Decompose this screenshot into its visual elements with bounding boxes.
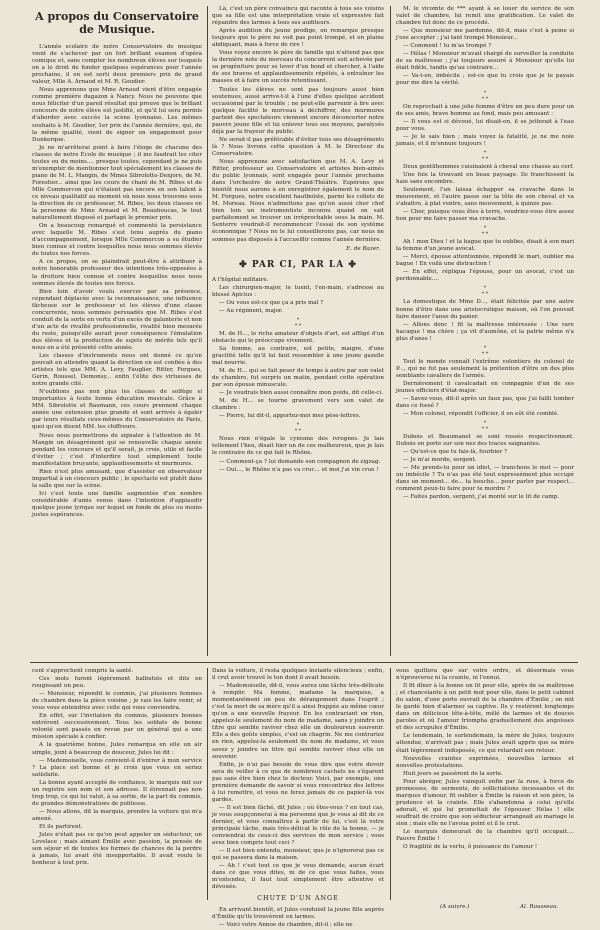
paragraph: Huit jours se passèrent de la sorte. bbox=[403, 770, 503, 777]
paragraph: Là, c'est un père convaincu qui raconte à tous ses voisins que sa fille est une interprétation vraie et expressive fait répandre des larmes à tous ses auditeurs. bbox=[212, 6, 384, 27]
column-divider bbox=[390, 668, 391, 900]
paragraph: Le marquis demeurait de la chambre qu'il occupait.... Pauvre Émilie ! bbox=[396, 829, 574, 843]
separator-stars: * * * bbox=[481, 285, 489, 298]
paragraph: Rien n'est plus amusant, que d'assister en observateur impartial à un concours public ; le spectacle est plutôt dans la salle que sur la scène. bbox=[32, 468, 202, 489]
paragraph: L'année scolaire de notre Conservatoire de musique vient de s'achever par un fort brillant examen d'opéra comique et, sans compter les nombreux élèves sur lesquels on a le droit de fonder quelques espérances pour l'année prochaine, il en est sorti deux premiers prix de grand valeur, Mlle A. Arnaud et M. R. Goudier. bbox=[32, 44, 202, 86]
paragraph: — Voici votre Annoe de chambre, dit-il ; elle ne bbox=[219, 921, 353, 928]
paragraph: — Il est bien entendu, monsieur, que je n'ignorerai pas ce qui se passera dans la maison. bbox=[212, 848, 384, 862]
paragraph: — Ou vous est-ce que ça a pris mal ? bbox=[219, 299, 324, 306]
paragraph: — Mon colonel, répondit l'officier, il en eût été comblé. bbox=[403, 411, 559, 418]
paragraph: O fragilité de la vertu, ô puissance de l'amour ! bbox=[403, 844, 538, 851]
upper-column-1 bbox=[32, 6, 202, 520]
paragraph: Tout le monde connaît l'extrême volontiers du colonel de P..., qui ne fut pas seulement la prétention d'être un des plus semblants cavaliers de l'armée. bbox=[396, 358, 574, 379]
paragraph: Ah ! mon Dieu ! et la bague que tu oublies, disait à son mari la femme d'un jeune avocat. bbox=[396, 239, 574, 253]
paragraph: Nouvelles craintes exprimées, nouvelles larmes et nouvelles protestations. bbox=[396, 755, 574, 769]
paragraph: Ne serait-il pas préférable d'éviter tous ses désagréments là ? Nous livrons cette question à M. le Directeur du Conservatoire. bbox=[212, 136, 384, 157]
paragraph: — Savez-vous, dit-il après un faux pas, que j'ai failli tomber dans ce fossé ? bbox=[396, 395, 574, 410]
paragraph: — Comment-ça ? lui demande son compagnon de zigzag. bbox=[219, 458, 381, 465]
paragraph: Pour abréger, Jules vainquit enfin par la ruse, à force de promesses, de serments, de sollicitations incessantes et de marques d'amour, fit oublier à Émilie la raison et son père, la prudence et la crainte. Elle s'abandonna à celui qu'elle adorait, et qui lui promettait de l'épouser. Hélas ! elle souffrait de croire que son séducteur arrangeait au mariage le sien ; mais elle ne l'avoua point et il le crut. bbox=[396, 778, 574, 827]
paragraph: — Comment ! tu m'as trompé ? bbox=[403, 43, 492, 50]
separator-stars: * * * bbox=[481, 89, 489, 102]
paragraph: M. de H..., le riche amateur d'objets d'art, est affligé d'un obstacle qui le préoccupe vivement. bbox=[212, 330, 384, 344]
paragraph: Une fois la trouvant en beau paysage. Ils franchissent la haie sans encombre. bbox=[396, 171, 574, 185]
paragraph: Dernièrement il cavalcadait en compagnie d'un de ses jeunes officiers d'état-major. bbox=[396, 380, 574, 394]
paragraph: — Me prends-tu pour un idiot, — tranchons le mot — pour un imbécile ? Tu n'as pas été tout expressément plus occupé dans un moment... de... ta bouche... pour parler par respect... comment peux-tu faire pour te mordre ? bbox=[396, 465, 574, 493]
paragraph: A ce propos, on se plaindrait peut-être à attribuer à notre honorable professeur des intentions très-opposées à la droiture bien connue et contre lesquelles nous nous sommes élevés de toutes nos forces. bbox=[32, 259, 202, 287]
paragraph: — Au régiment, major. bbox=[219, 307, 283, 314]
paragraph: Nous apprenons avec satisfaction que M. A. Levy et Ritter, professeur au Conservatoire et artistes bien-aimés du public lyonnais, sont engagés pour l'année prochaine dans l'orchestre de notre Grand-Théâtre. Espérons que bientôt nous aurons à en enregistrer également le nom de M. Forgues, notre excellent hautboïste, parmi les collets de M. Moreau. Nous n'admettons pas qu'un aussi cher chef bien loin un instrumentiste inconnu quand on sait parfaitement se trouver un irréprochable sous la main. M. Senterre voudrait-il recommencer l'essai de son système économique ? Nous ne le lui conseillerons pas, car nous ne sommes pas disposés à l'accueillir comme l'année dernière. bbox=[212, 158, 384, 243]
paragraph: Jules n'était pas ce qu'on peut appeler un séducteur, un Lovelace ; mais aimant Émilie avec passion, la pensée de son séjour et de toutes les formes de chances de la perdre à jamais, lui avait été insupportable. Il avait voulu le bonheur à tout prix. bbox=[32, 832, 202, 867]
paragraph: — Allons donc ! fit la maîtresse intéressée : Une rare hacaque ! ma chère ; ça vit d'aumône, et la patrie même n'a plus d'anse ! bbox=[396, 321, 574, 342]
paragraph: Dubois et Beaumanet se sont rossés respectivement. Dubois en porte sur son nez des traces saignantes. bbox=[396, 434, 574, 448]
paragraph: Le lendemain, le surlendemain, la mère de Jules, toujours attendue, n'arrivait pas ; mais Jules avait appris que sa mère était légèrement indisposée, ce qui retardait son retour. bbox=[396, 733, 574, 754]
paragraph: — Oui..., le Rhône n'a pas va cruc... et moi j'ai vin crue ! bbox=[219, 466, 379, 473]
separator-stars: * * * bbox=[481, 149, 489, 162]
paragraph: Il fit dîner à la bonne un lit pour elle, après de sa maîtresse ; et chancelante à un petit mot pour elle, dans le petit cabinet du salon, d'une porte ouvrait de la chambre d'Émilie ; on mit le gardé bien d'alarmer sa captive. Ils y restèrent longtemps dans un délicieux tête-à-tête, mêlé de larmes et de douces paroles et où l'amour triompha graduellement des angoisses et des scrupules d'Émilie. bbox=[396, 683, 574, 732]
paragraph: On a beaucoup remarqué et commenté la persistance avec laquelle M. Ribes s'est tenu auprès du piano d'accompagnement, lorsque Mlle Commercon a su étudier bien connue et contre lesquelles nous nous sommes élevés de toutes nos forces. bbox=[32, 223, 202, 258]
lower-column-1 bbox=[32, 668, 202, 868]
article-title: A propos du Conservatoire de Musique. bbox=[35, 10, 199, 36]
paragraph: — Je voudrais bien aussi connaître mon poids, dit celle-ci. bbox=[219, 390, 384, 397]
paragraph: — Mademoiselle, vous convient-il d'entrer à mon service ? La place est bonne et je crois que vous en seriez satisfaite. bbox=[32, 757, 202, 778]
paragraph: — Hélas ! Monsieur m'avait chargé de surveiller la conduite de sa maîtresse ; j'ai toujours assuré à Monsieur qu'elle lui était fidèle, tandis qu'au contraire... bbox=[396, 51, 574, 72]
chapter-title: CHUTE D'UN ANGE bbox=[257, 894, 339, 903]
column-divider bbox=[390, 6, 391, 656]
paragraph: On reprochait à une jolie femme d'être un peu dure pour un de ses amis, brave homme au fond, mais peu amusant : bbox=[396, 103, 574, 117]
paragraph: M. de H... qui se fait peser de temps à autre par son valet de chambre, fut surpris un matin, pendant cette opération par son épouse minuscule. bbox=[212, 368, 384, 389]
paragraph: Nous apprenons que Mme Arnaud vient d'être engagée comme première dugazon à Nancy. Nous ne pouvons que nous féliciter d'un pareil résultat qui prouve que le brillant concours de notre élève est justifié, et qu'il lui sera permis d'aborder avec succès la scène lyonnaise. Les mêmes souhaits à M. Goudier, 1er prix de l'année dernière, qui, de la même qualité, vient de signer un engagement pour Dunkerque. bbox=[32, 87, 202, 143]
paragraph: Je ne m'arrêterai point à faire l'éloge de chacune des classes de notre École de musique ; il me faudrait les citer toutes ou du moins.... presque toutes, cependant je ne puis m'exempter de mentionner tout spécialement les classes de piano de M. L. Mangin, de Mmes Sibrolotte-Denjore, de M. Forestier... ainsi que les cours de chant de M. Ribes et de Mlle Commercon qui n'étaient pas encore en son talent à ce niveau qualitatif au moment où nous nous trouvons sous la direction de ce professeur, M. Ribes, les deux classes en la personne de Mme Arnaud et M. Beauboucas, le tout naturellement disposé et partagé le premier prix. bbox=[32, 144, 202, 222]
separator-stars: * * * bbox=[294, 422, 302, 435]
paragraph: Sa femme, au contraire, est petite, maigre, d'une gracilité telle qu'il lui faut ressembler à une jeune gazelle mal nourrie. bbox=[212, 345, 384, 367]
paragraph: — Je m'ai morde, sergent. bbox=[403, 457, 477, 464]
paragraph: Les classes d'instruments nous ont donné ce qu'on pouvait en attendre quand la direction en est confiée à des artistes tels que MM. A. Levy, Fauglier, Ritter, Forgues, Gerin, Roussel, Demonsy... enfin l'élite des virtuoses de notre grande cité. bbox=[32, 353, 202, 388]
paragraph: Nous rien n'égale le cynisme des ivrognes. Je lais tellement l'heu, disait hier un de ces malheureux, que je lais le contraire de ce qui fait le Rhône. bbox=[212, 436, 384, 457]
footer-to-be-continued: (A suivre.) bbox=[440, 904, 470, 910]
paragraph: N'oublions pas non plus les classes de solfège si importantes à toute bonne éducation musicale. Grâce à MM. Sibrolotte et Baumann, ces cours prennent chaque année une extension plus grande et sont arrivés à égaler par leurs résultats ceux-mêmes du Conservatoire de Paris, quoi qu'en disent MM. les chiffreurs. bbox=[32, 389, 202, 431]
article-body-conservatoire bbox=[32, 44, 202, 519]
paragraph: — Ah ! c'est tout ce que je vous demande, aucun écart dans ce que vous dites, ni de ce que vous faites, vous m'entendez, il faut tout simplement être attentive et dévouée. bbox=[212, 863, 384, 891]
paragraph: Bien loin d'avoir voulu exercer par sa présence, cependant déplacée avec la reconnaissance, une influence fâcheuse sur le professeur et les élèves d'une classe concurrente, nous sommes persuadés que M. Ribes s'est conduit de la sorte en vertu d'un excès de galanterie et non d'un acte de rivalité professionnelle, rivalité bien mesurée du reste, puisqu'elle aurait pour conséquence l'émulation des élèves et la production de sujets de mérite tels qu'il nous en a été présenté cette année. bbox=[32, 288, 202, 351]
column-divider bbox=[207, 6, 208, 656]
upper-column-3 bbox=[396, 6, 574, 503]
paragraph: — Faites pardon, sergent, j'ai monté sur le lit de camp. bbox=[403, 494, 560, 501]
paragraph: M. de H... se tourne gravement vers son valet de chambre : bbox=[212, 398, 384, 412]
paragraph: — En effet, répliqua l'épouse, pour un avocat, c'est un perdonnable.... bbox=[396, 269, 574, 283]
paragraph: Et ils partirent. bbox=[39, 823, 83, 830]
paragraph: A la quatrième bonne, Jules remarqua en elle un air simple, joint à beaucoup de douceur, Jules lui dit : bbox=[32, 742, 202, 756]
paragraph: vous quittera que sur votre ordre, et désormais vous n'éprouverez ni la crainte, ni l'ennui. bbox=[396, 668, 574, 682]
paragraph: La bonne ayant accepté de confiance, le marquis mit sur un registre son nom et son adresse. Il étrennait pas non trop trop, ce qui lui valut, à sa sortie, de la part du commis, de grandes démonstrations de politesse. bbox=[32, 779, 202, 807]
paragraph: Ces mots furent légèrement balbutiés et dits en rougissant un peu. bbox=[32, 676, 202, 690]
paragraph: Ici c'est toute une famille augmentée d'un nombre considérable d'amis venus dans l'intention d'applaudir quelque jeune lyrique sur lequel on fonde de plus ou moins justes espérances. bbox=[32, 490, 202, 519]
section-divider bbox=[30, 662, 578, 663]
paragraph: — Que monsieur me pardonne, dit-il, mais c'est à peine si j'ose accepter ; j'ai tant trompé Monsieur... bbox=[396, 28, 574, 42]
paragraph: — Monsieur, répondit le commis, j'ai plusieurs femmes de chambre dans la pièce voisine ; je vais les faire venir, et vous vous entendrez avec celle qui vous conviendra. bbox=[32, 691, 202, 712]
paragraph: A l'hôpital militaire. bbox=[212, 276, 269, 283]
paragraph: Seulement, l'un laissa échapper sa cravache dans le mouvement, et l'autre passe sur la tête de son cheval et va s'abattre, à plat ventre, sans mouvement, à quinze pas. bbox=[396, 186, 574, 208]
section-title-text: PAR CI, PAR LA bbox=[251, 259, 345, 270]
paragraph: — Il vous est si dévoué, lui disait-on, il se jetterait à l'eau pour vous. bbox=[396, 118, 574, 132]
paragraph: Après audition du jeune prodige, on remarque presque toujours que le père ne voit pas point trompé, et en plaine abdiquant, mais à force de rire ! bbox=[212, 28, 384, 49]
paragraph: En effet, sur l'invitation du commis, plusieurs bonnes entrèrent successivement. Tous les soldats de bonne volonté sont passés en revue par un général qui a une mission spéciale à confier. bbox=[32, 713, 202, 741]
paragraph: Dans la voiture, il resta quelques instants silencieux ; enfin, il crut avoir trouvé le ton dont il avait besoin. bbox=[212, 668, 384, 682]
paragraph: — Mademoiselle, dit-il, vous aurez une tâche très-délicate à remplir. Ma femme, madame la marquise, a momentanément un peu de dérangement dans l'esprit ; c'est la mort de sa mère qu'il a ainsi frappée au même cœur qu'on a une nouvelle frayeur. En les contrariant en rien, appelez-le seulement du nom de madame, sans y joindre un titre qui semble raviver chez elle un douloureux souvenir. Elle a des goûts simples, c'est un chagrin. Ne me contrariez en rien, appelez-la seulement du nom de madame, et vous savez y joindre un titre qui semble raviver chez elle un souvenir. bbox=[212, 683, 384, 760]
paragraph: cent s'approchent compris la santé. bbox=[32, 668, 134, 674]
paragraph: — Il est bien fâché, dit Jules ; où êtes-vous ? en tout cas, je vous soupçonnerai à ma personne que je vous ai dit de ce dernier, et vous connaîtrez à partir de lui, c'est là votre principale tâche, mais très-délicat le rôle de la bonne, — je conviendrai de ceux-ci des services de mon service ; vous avez bien compris tout ceci ? bbox=[212, 804, 384, 847]
paragraph: Nous nous permettrons de signaler à l'attention de M. Mangin un désagrément qui se renouvelle chaque année pendant les concours et qu'il serait, je crois, utile et facile d'éviter ; c'est d'interdire tout simplement toute manifestation bruyante, applaudissements et murmures. bbox=[32, 432, 202, 467]
paragraph: — Cher, puisque vous êtes à terre, voudriez-vous être assez bon pour me faire passer ma cravache. bbox=[396, 209, 574, 223]
paragraph: — Nous allons, dit la marquis, prendre la voiture qui m'a amené. bbox=[32, 808, 202, 822]
paragraph: — Va-t-en, imbécile ; est-ce que tu crois que je te payais pour me dire la vérité. bbox=[396, 73, 574, 87]
paragraph: — Je le sais bien ; mais voyez la fatalité, je ne me noie jamais, et il m'ennuie toujours ! bbox=[396, 133, 574, 147]
section-title-par-ci-par-la: ✤ PAR CI, PAR LA ✤ bbox=[239, 259, 357, 270]
footer-author: Al. Rousseau. bbox=[520, 904, 559, 910]
paragraph: — Qu'est-ce que tu fais-là, fourbier ? bbox=[403, 449, 508, 456]
paragraph: Toutes les élèves ne sont pas toujours aussi bien soutenues, aussi arrive-t-il à l'une d'elles quelque accident occasionné par le trouble ; ne peut-elle parvenir à lire avec quelque facilité le morceau à déchiffrer, des murmures partent des spectateurs viennent encore déconcerter notre pauvre jeune fille et lui enlever tous ses moyens, paralysés déjà par la frayeur du public. bbox=[212, 86, 384, 135]
paragraph: En arrivant bientôt, et Jules conduisit la jeune fille auprès d'Émilie qu'ils trouvèrent en larmes. bbox=[212, 906, 384, 920]
upper-column-2 bbox=[212, 6, 384, 475]
paragraph: — Pierre, lui dit-il, apportez-moi mes pèse-lettres. bbox=[219, 413, 361, 420]
column-divider bbox=[207, 668, 208, 900]
lower-column-3 bbox=[396, 668, 574, 852]
paragraph: La domestique de Mme D..., était félicitée par une autre bonne d'être dans une aristocratique maison, où l'on pouvait faire danser l'anse du panier. bbox=[396, 299, 574, 320]
paragraph: Les chirurgien-major, le tuent, l'en-main, s'adresse au blessé Apicius : bbox=[212, 284, 384, 298]
separator-stars: * * * bbox=[481, 225, 489, 238]
paragraph: Vous voyez encore le père de famille qui n'attend pas que la dernière note du morceau du concurrent soit achevée par sa progéniture pour se lever d'un bond et chercher, à l'aide de ses bravos et applaudissements répétés, à entraîner les masses et à faire un succès retentissant. bbox=[212, 50, 384, 85]
lower-column-2 bbox=[212, 668, 384, 930]
paragraph: M. le vicomte de *** ayant à se louer du service de son valet de chambre, lui remit une gratification. Le valet de chambre fut donc de ce procédé. bbox=[396, 6, 574, 27]
paragraph: — Merci, épouse attentionnée, répondit le mari, oublier ma bague ! En voilà une distraction ! bbox=[396, 254, 574, 268]
signature: E. de Bazer. bbox=[346, 245, 380, 252]
paragraph: Enfin, je n'ai pas besoin de vous dire que votre devoir sera de veiller à ce que de nombreux cachets ne s'égarent pas sans être bien chez le docteur. Voici, par exemple, une première demande de savoir si vous rencontriez des lettres à lui remettre, et vous ne ferez jamais de ce papier-là vos gardes. bbox=[212, 761, 384, 803]
paragraph: Deux gentilhommes cuisinaient à cheval une chasse au cerf. bbox=[403, 163, 574, 170]
separator-stars: * * * bbox=[481, 344, 489, 357]
separator-stars: * * * bbox=[294, 316, 302, 329]
separator-stars: * * * bbox=[481, 420, 489, 433]
